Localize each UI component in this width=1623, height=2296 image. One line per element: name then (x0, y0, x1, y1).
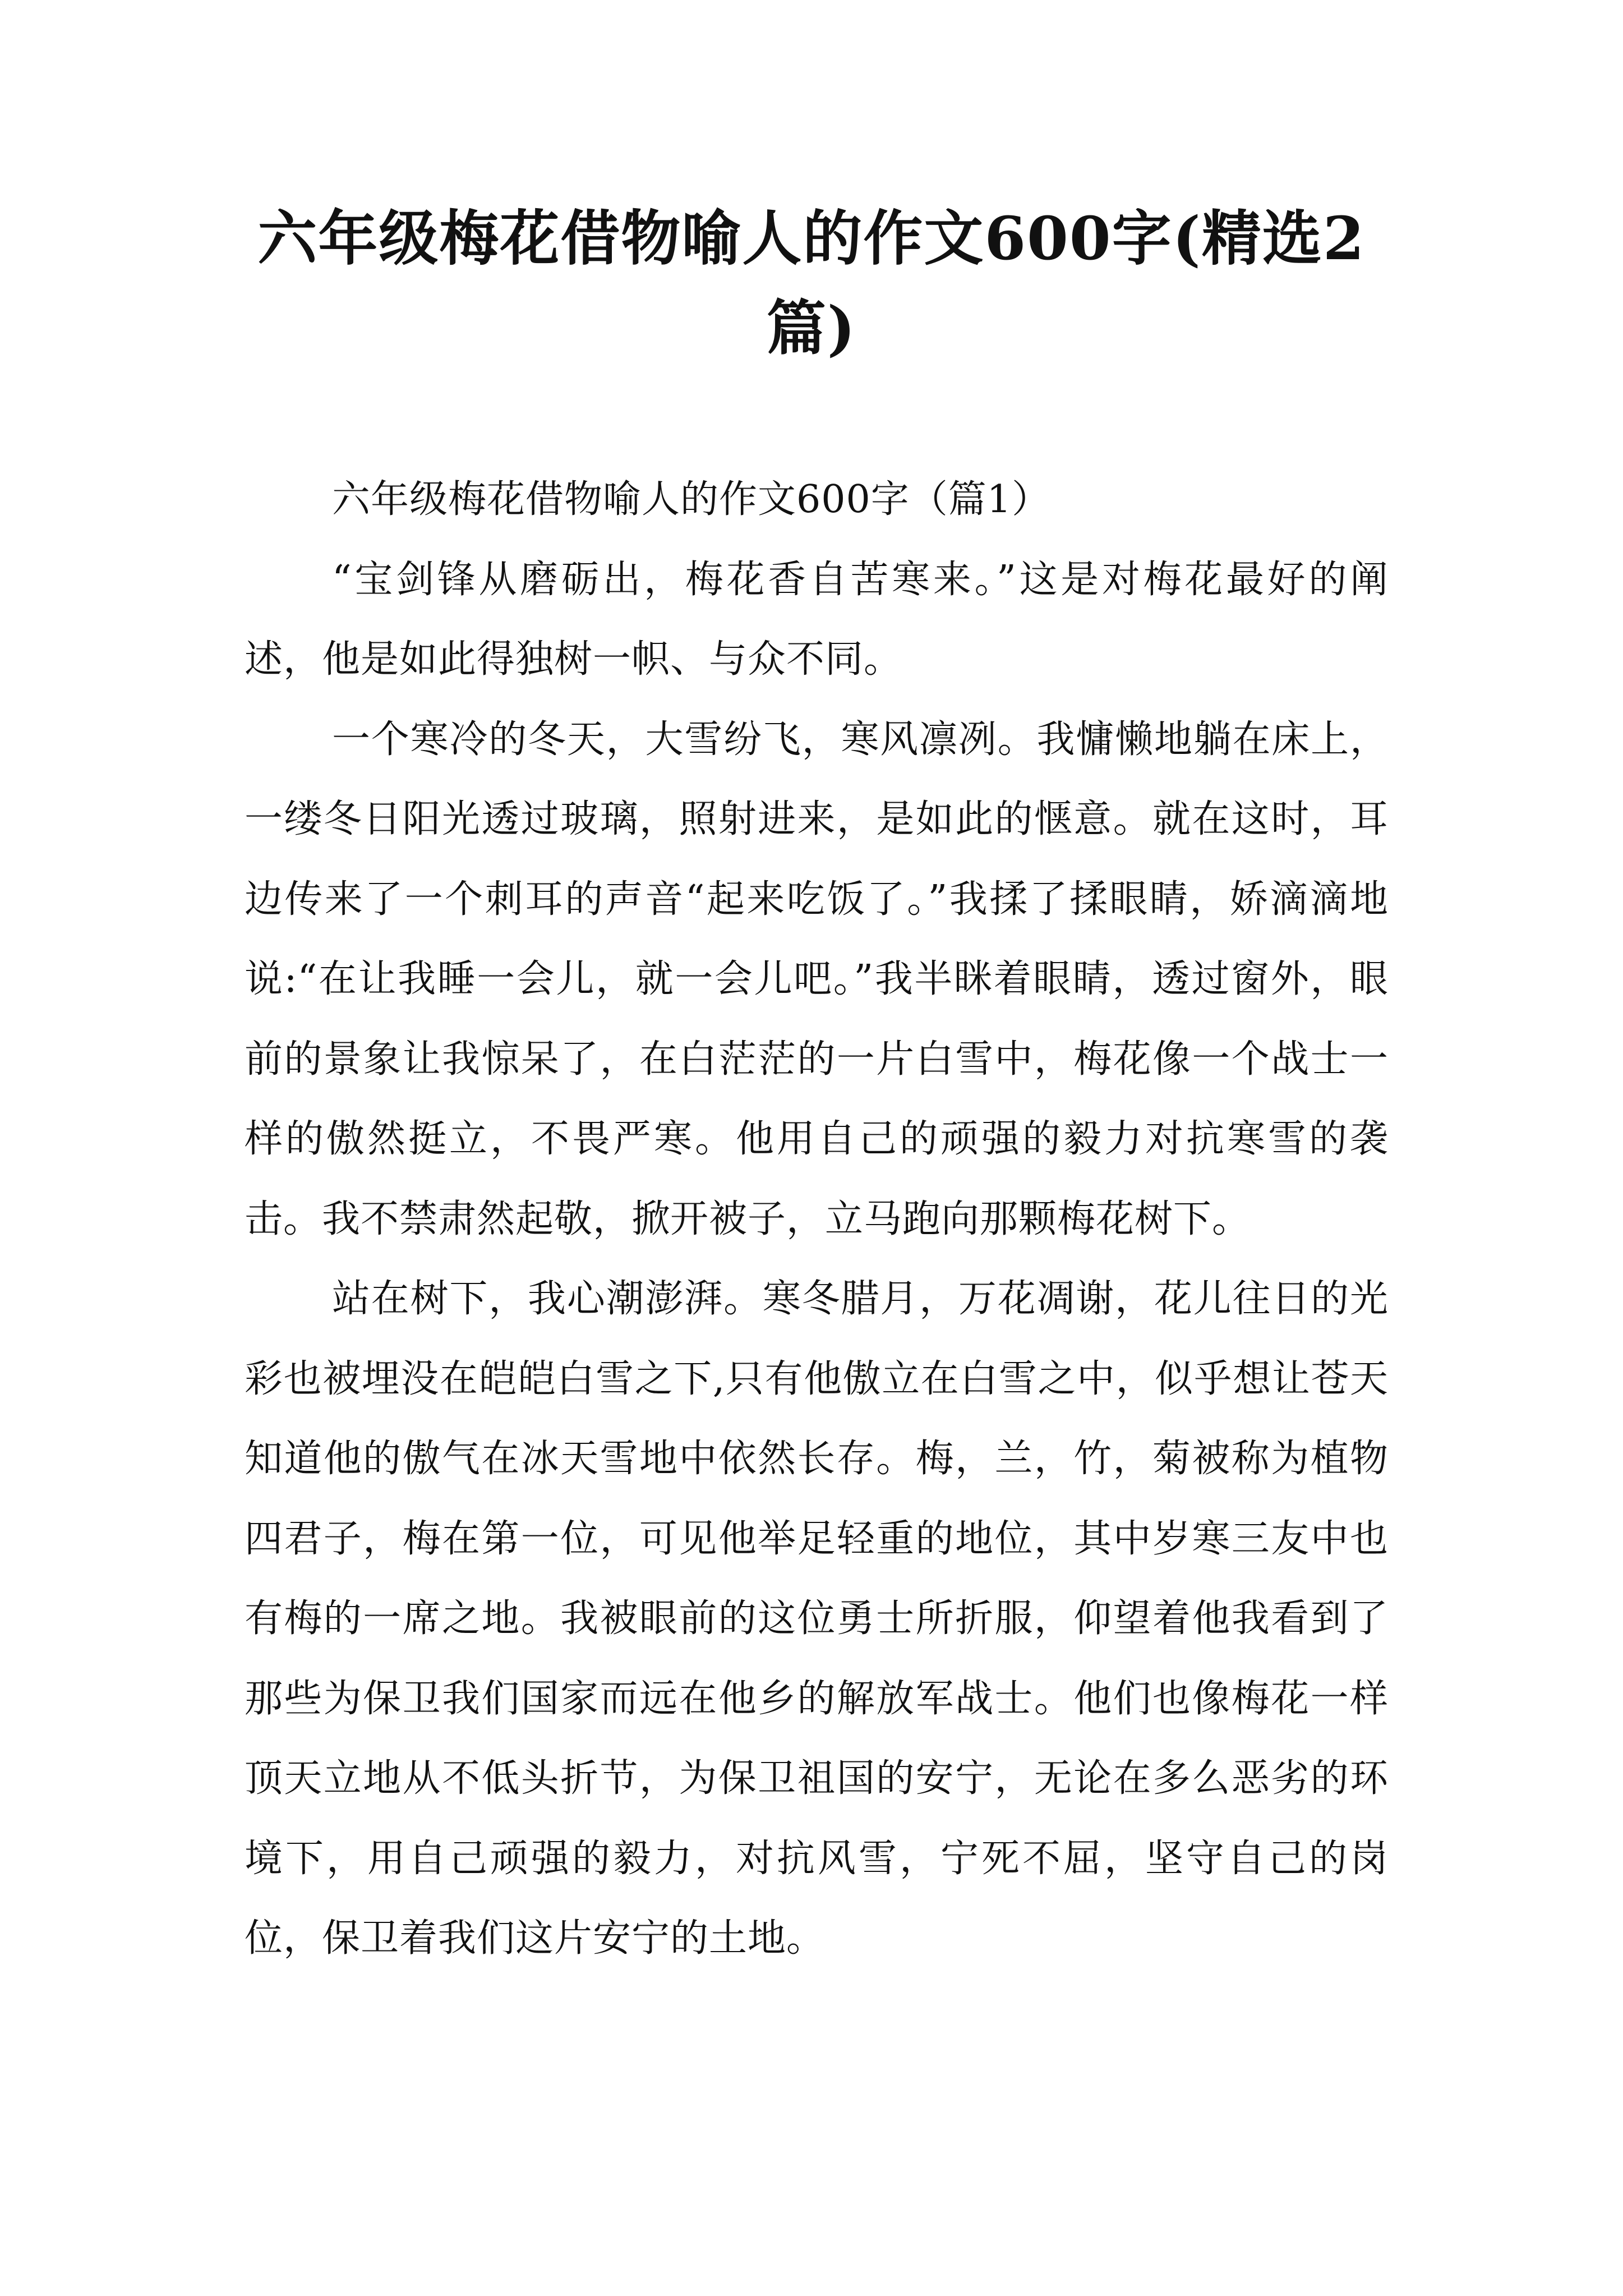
paragraph-1: “宝剑锋从磨砺出，梅花香自苦寒来。”这是对梅花最好的阐述，他是如此得独树一帜、与众不同。 (245, 557, 1389, 682)
document-title: 六年级梅花借物喻人的作文600字(精选2篇) (257, 203, 1366, 363)
section-heading: 六年级梅花借物喻人的作文600字（篇1） (332, 477, 1051, 522)
document-body (245, 460, 1389, 1979)
paragraph-2: 一个寒冷的冬天，大雪纷飞，寒风凛冽。我慵懒地躺在床上，一缕冬日阳光透过玻璃，照射进来，是如此的惬意。就在这时，耳边传来了一个刺耳的声音“起来吃饭了。”我揉了揉眼睛，娇滴滴地说:“在让我睡一会儿，就一会儿吧。”我半眯着眼睛，透过窗外，眼前的景象让我惊呆了，在白茫茫的一片白雪中，梅花像一个战士一样的傲然挺立，不畏严寒。他用自己的顽强的毅力对抗寒雪的袭击。我不禁肃然起敬，掀开被子，立马跑向那颗梅花树下。 (245, 717, 1389, 1241)
paragraph-3: 站在树下，我心潮澎湃。寒冬腊月，万花凋谢，花儿往日的光彩也被埋没在皑皑白雪之下,只有他傲立在白雪之中，似乎想让苍天知道他的傲气在冰天雪地中依然长存。梅，兰，竹，菊被称为植物四君子，梅在第一位，可见他举足轻重的地位，其中岁寒三友中也有梅的一席之地。我被眼前的这位勇士所折服，仰望着他我看到了那些为保卫我们国家而远在他乡的解放军战士。他们也像梅花一样顶天立地从不低头折节，为保卫祖国的安宁，无论在多么恶劣的环境下，用自己顽强的毅力，对抗风雪，宁死不屈，坚守自己的岗位，保卫着我们这片安宁的土地。 (245, 1277, 1389, 1961)
